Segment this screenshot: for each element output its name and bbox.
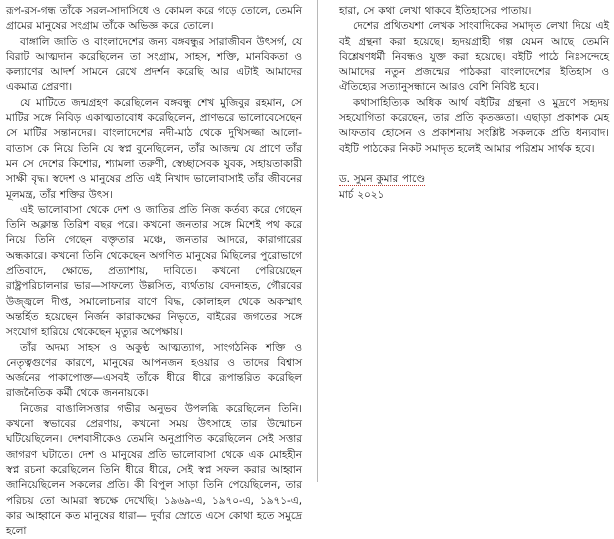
paragraph: বাঙ্গালি জাতি ও বাংলাদেশের জন্য বঙ্গবন্ধুর সারাজীবন উৎসর্গ, যে বিরাট আত্মদান করেছিলেন তা সংগ্রাম, সাহস, শক্তি, মানবিকতা ও কল্যাণের আদর্শ সামনে রেখে প্রদর্শন করেছি আর এটাই আমাদের একমাত্র প্রেরণা। [6, 35, 302, 94]
paragraph: দেশের প্রথিতযশা লেখক সাংবাদিকের সমাদৃত লেখা দিয়ে এই বই গ্রন্থনা করা হয়েছে। হৃদয়গ্রাহী গল্প যেমন আছে তেমনি বিশ্লেষণধর্মী নিবন্ধও যুক্ত করা হয়েছে। বইটি পাঠে নিঃসন্দেহে আমাদের নতুন প্রজন্মের পাঠকরা বাংলাদেশের ইতিহাস ও ঐতিহ্যের সত্যানুসন্ধানে আরও বেশি নিবিষ্ট হবে। [339, 20, 609, 94]
signature-date: মার্চ ২০২১ [339, 188, 385, 201]
paragraph: হারা, সে কথা লেখা থাকবে ইতিহাসের পাতায়। [339, 5, 532, 17]
column-divider [317, 0, 318, 482]
author-name: ড. সুমন কুমার পাণ্ডে [339, 172, 426, 185]
paragraph: তাঁর অদম্য সাহস ও অকুণ্ঠ আত্মত্যাগ, সাংগঠনিক শক্তি ও নেতৃত্বগুণের কারণে, মানুষের আপনজন হওয়ার ও তাদের বিশ্বাস অর্জনের পাকাপোক্ত—এসবই তাঁকে ধীরে ধীরে রূপান্তরিত করেছিল রাজনৈতিক কর্মী থেকে জননায়কে। [6, 341, 302, 400]
paragraph: যে মাটিতে জন্মগ্রহণ করেছিলেন বঙ্গবন্ধু শেখ মুজিবুর রহমান, সে মাটির সঙ্গে নিবিড় একাত্মতাবোধ করেছিলেন, প্রাণভরে ভালোবেসেছেন সে মাটির সন্তানদের। বাংলাদেশের নদী-মাঠ থেকে দুখিসজ্জা আলো-বাতাস কে নিয়ে তিনি যে স্বপ্ন বুনেছিলেন, তাঁর আজন্ম যে প্রাণে তাঁর মন সে দেশের কিশোর, শ্যামলা তরুণী, স্বেচ্ছাসেবক যুবক, সহায়তাকারী সাক্ষী বৃদ্ধ। স্বদেশ ও মানুষের প্রতি এই নিখাদ ভালোবাসাই তাঁর জীবনের মূলমন্ত্র, তাঁর শক্তির উৎস। [6, 96, 302, 201]
paragraph: কথাসাহিত্যিক অধিক আর্থ বইটির গ্রন্থনা ও মুদ্রণে সহৃদয় সহযোগিতা করেছেন, তার প্রতি কৃতজ্ঞতা। এছাড়া প্রকাশক মেহ আফতাব হোসেন ও প্রকাশনায় সংশ্লিষ্ট সকলকে প্রতি ধন্যবাদ। বইটি পাঠকের নিকট সমাদৃত হলেই আমার পরিশ্রম সার্থক হবে। [339, 96, 609, 155]
paragraph: এই ভালোবাসা থেকে দেশ ও জাতির প্রতি নিজ কর্তব্য করে গেছেন তিনি অক্লান্ত তিরিশ বছর পরে। কখনো জনতার সঙ্গে মিশেই পথ করে নিয়ে তিনি গেছেন বক্তৃতার মঞ্চে, জনতার আদরে, কারাগারের অন্ধকারে। কখনো তিনি থেকেছেন অগণিত মানুষের মিছিলের পুরোভাগে প্রতিবাদে, ক্ষোভে, প্রত্যাশায়, দাবিতে। কখনো পেরিয়েছেন রাষ্ট্রপরিচালনার ভার—সাফল্যে উল্লসিত, ব্যর্থতায় বেদনাহত, গৌরবের উজ্জ্বলে দীপ্ত, সমালোচনার বাণে বিদ্ধ, কোলাহল থেকে অকস্মাৎ অন্তর্হিত হয়েছেন নির্জন কারাকক্ষের নিভৃতে, বাইরের জগতের সঙ্গে সংযোগ হারিয়ে থেকেছেন মৃত্যুর অপেক্ষায়। [6, 203, 302, 339]
left-column [6, 4, 302, 539]
paragraph: নিজের বাঙালিসত্তার গভীর অনুভব উপলব্ধি করেছিলেন তিনি। কখনো স্বভাবের প্রেরণায়, কখনো সময় উৎসাহে তার উন্মোচন ঘটিয়েছিলেন। দেশবাসীকেও তেমনি অনুপ্রাণিত করেছিলেন সেই সত্তার জাগরণ ঘটাতে। দেশ ও মানুষের প্রতি ভালোবাসা থেকে এক মোহহীন স্বপ্ন রচনা করেছিলেন তিনি ধীরে ধীরে, সেই স্বপ্ন সফল করার আহ্বান জানিয়েছিলেন সকলের প্রতি। কী বিপুল সাড়া তিনি পেয়েছিলেন, তার পরিচয় তো আমরা স্বচক্ষে দেখেছি। ১৯৬৯-এ, ১৯৭০-এ, ১৯৭১-এ, কার আহ্বানে কত মানুষের ধারা— দুর্বার স্রোতে এসে কোথা হতে সমুদ্রে হলো [6, 402, 302, 538]
right-column [339, 4, 609, 203]
paragraph: রূপ-রস-গন্ধ তাঁকে সরল-সাদাসিধে ও কোমল করে গড়ে তোলে, তেমনি গ্রামের মানুষের সংগ্রাম তাঁকে অভিজ্ঞ করে তোলে। [6, 5, 302, 33]
signature-block [339, 171, 609, 203]
